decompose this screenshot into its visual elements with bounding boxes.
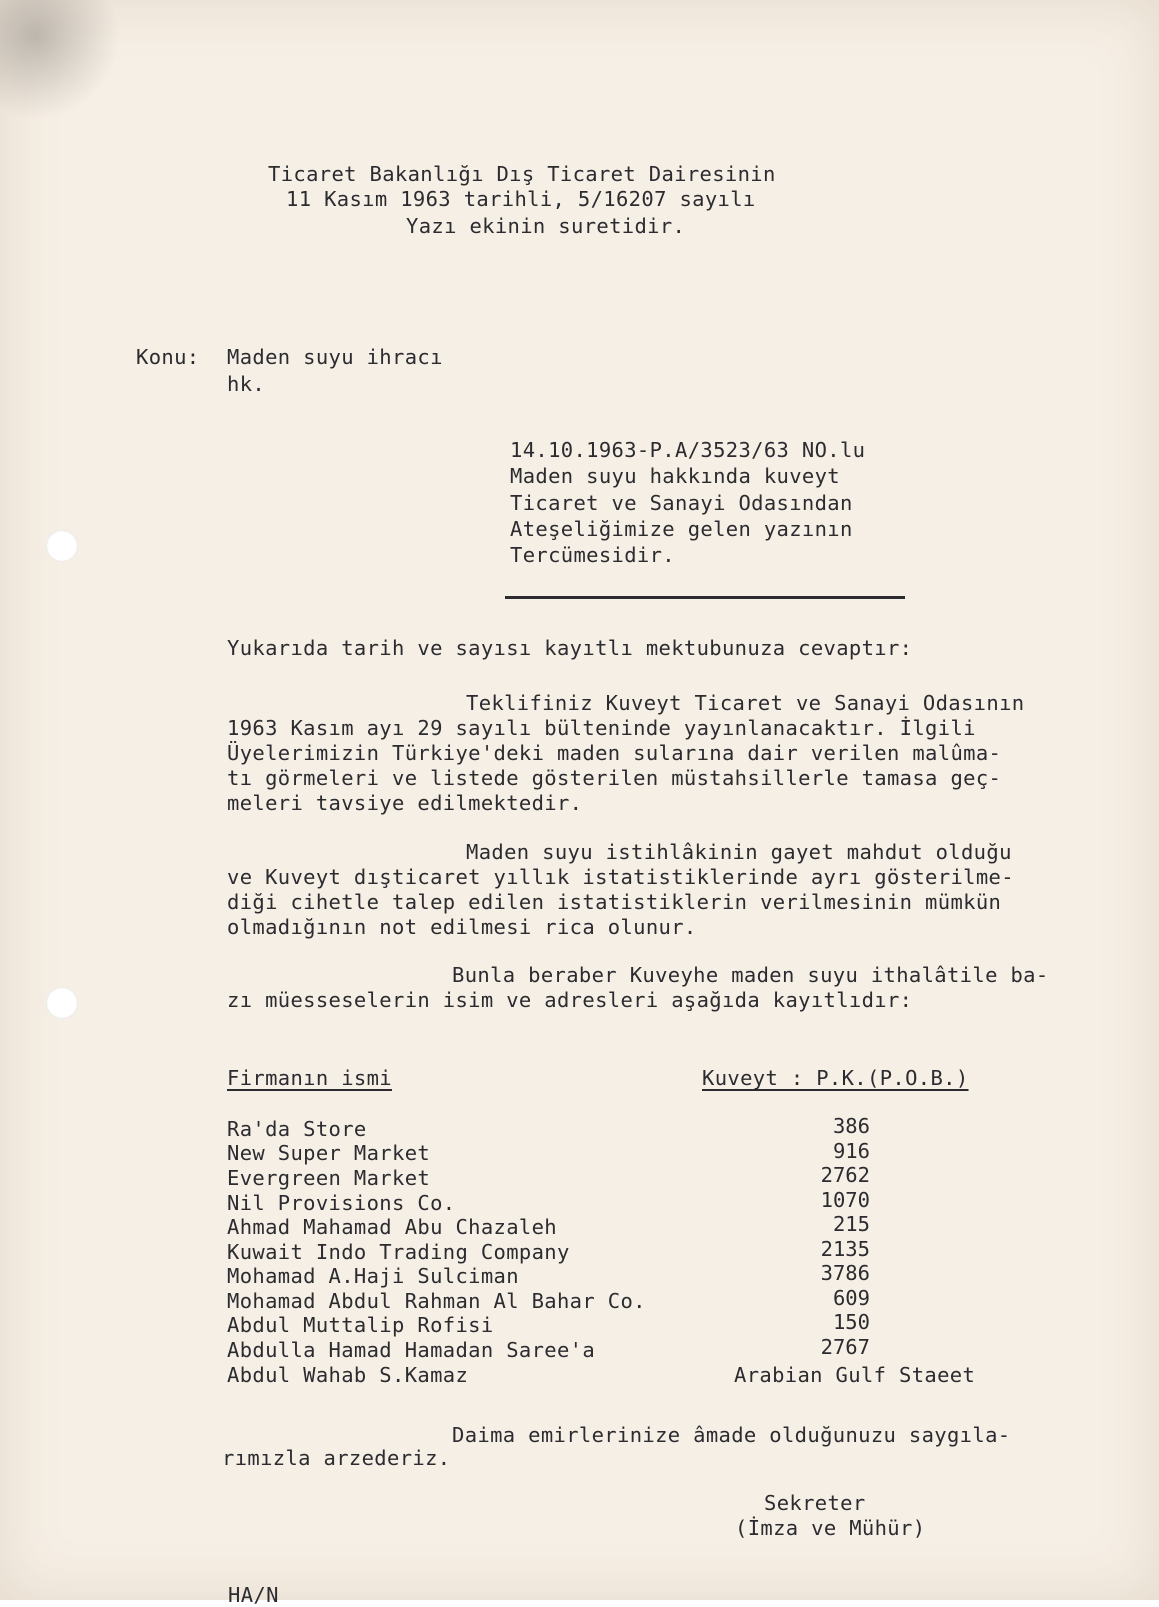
- footer-reference: HA/N: [228, 1583, 279, 1607]
- reference-line: Ateşeliğimize gelen yazının: [510, 517, 853, 541]
- firm-name: Nil Provisions Co.: [227, 1191, 456, 1215]
- po-box: Arabian Gulf Staeet: [734, 1363, 976, 1387]
- header-line: Ticaret Bakanlığı Dış Ticaret Dairesinin: [268, 162, 776, 186]
- po-box: 2762: [820, 1163, 870, 1187]
- reference-line: Tercümesidir.: [510, 543, 675, 567]
- punch-hole: [46, 530, 78, 562]
- firm-name: Ra'da Store: [227, 1117, 367, 1141]
- po-box: 2767: [820, 1335, 870, 1359]
- firm-name: Mohamad A.Haji Sulciman: [227, 1264, 519, 1288]
- firm-name: Abdul Wahab S.Kamaz: [227, 1363, 469, 1387]
- po-box: 150: [832, 1310, 870, 1334]
- po-box: 916: [832, 1139, 870, 1163]
- subject-label: Konu:: [136, 345, 200, 369]
- separator-rule: [505, 596, 905, 599]
- signature-title: Sekreter: [764, 1491, 866, 1515]
- signature-note: (İmza ve Mühür): [735, 1516, 926, 1540]
- po-box: 609: [832, 1286, 870, 1310]
- po-box: 2135: [820, 1237, 870, 1261]
- paragraph-line: olmadığının not edilmesi rica olunur.: [227, 915, 697, 939]
- firm-name: Evergreen Market: [227, 1166, 431, 1190]
- header-line: 11 Kasım 1963 tarihli, 5/16207 sayılı: [286, 187, 756, 211]
- column-header-address: Kuveyt : P.K.(P.O.B.): [702, 1066, 969, 1090]
- reference-line: Maden suyu hakkında kuveyt: [510, 464, 840, 488]
- paragraph-line: Bunla beraber Kuveyhe maden suyu ithalâtile ba-: [452, 963, 1049, 987]
- reference-line: 14.10.1963-P.A/3523/63 NO.lu: [510, 438, 866, 462]
- paragraph-line: zı müesseselerin isim ve adresleri aşağıda kayıtlıdır:: [227, 988, 913, 1012]
- paragraph-line: tı görmeleri ve listede gösterilen müstahsillerle tamasa geç-: [227, 766, 1002, 790]
- paragraph-line: Üyelerimizin Türkiye'deki maden sularına dair verilen malûma-: [227, 741, 1002, 765]
- header-line: Yazı ekinin suretidir.: [406, 214, 686, 238]
- firm-name: Mohamad Abdul Rahman Al Bahar Co.: [227, 1289, 646, 1313]
- punch-hole: [46, 987, 78, 1019]
- reference-line: Ticaret ve Sanayi Odasından: [510, 491, 853, 515]
- closing-line: rımızla arzederiz.: [222, 1446, 451, 1470]
- closing-line: Daima emirlerinize âmade olduğunuzu saygıla-: [452, 1423, 1011, 1447]
- firm-name: Abdul Muttalip Rofisi: [227, 1313, 494, 1337]
- firm-name: Kuwait Indo Trading Company: [227, 1240, 570, 1264]
- paragraph-line: Teklifiniz Kuveyt Ticaret ve Sanayi Odasının: [466, 691, 1025, 715]
- firm-name: Ahmad Mahamad Abu Chazaleh: [227, 1215, 557, 1239]
- po-box: 386: [832, 1114, 870, 1138]
- intro-text: Yukarıda tarih ve sayısı kayıtlı mektubunuza cevaptır:: [227, 636, 913, 660]
- paragraph-line: Maden suyu istihlâkinin gayet mahdut olduğu: [466, 840, 1012, 864]
- column-header-firm: Firmanın ismi: [227, 1066, 392, 1090]
- stain-mark: [0, 0, 120, 120]
- paragraph-line: diği cihetle talep edilen istatistiklerin verilmesinin mümkün: [227, 890, 1002, 914]
- paragraph-line: 1963 Kasım ayı 29 sayılı bülteninde yayınlanacaktır. İlgili: [227, 716, 976, 740]
- po-box: 1070: [820, 1188, 870, 1212]
- paragraph-line: meleri tavsiye edilmektedir.: [227, 791, 583, 815]
- firm-name: New Super Market: [227, 1141, 431, 1165]
- paragraph-line: ve Kuveyt dışticaret yıllık istatistiklerinde ayrı gösterilme-: [227, 865, 1014, 889]
- po-box: 3786: [820, 1261, 870, 1285]
- firm-name: Abdulla Hamad Hamadan Saree'a: [227, 1338, 596, 1362]
- po-box: 215: [832, 1212, 870, 1236]
- subject-text: Maden suyu ihracı: [227, 345, 443, 369]
- subject-text: hk.: [227, 372, 266, 396]
